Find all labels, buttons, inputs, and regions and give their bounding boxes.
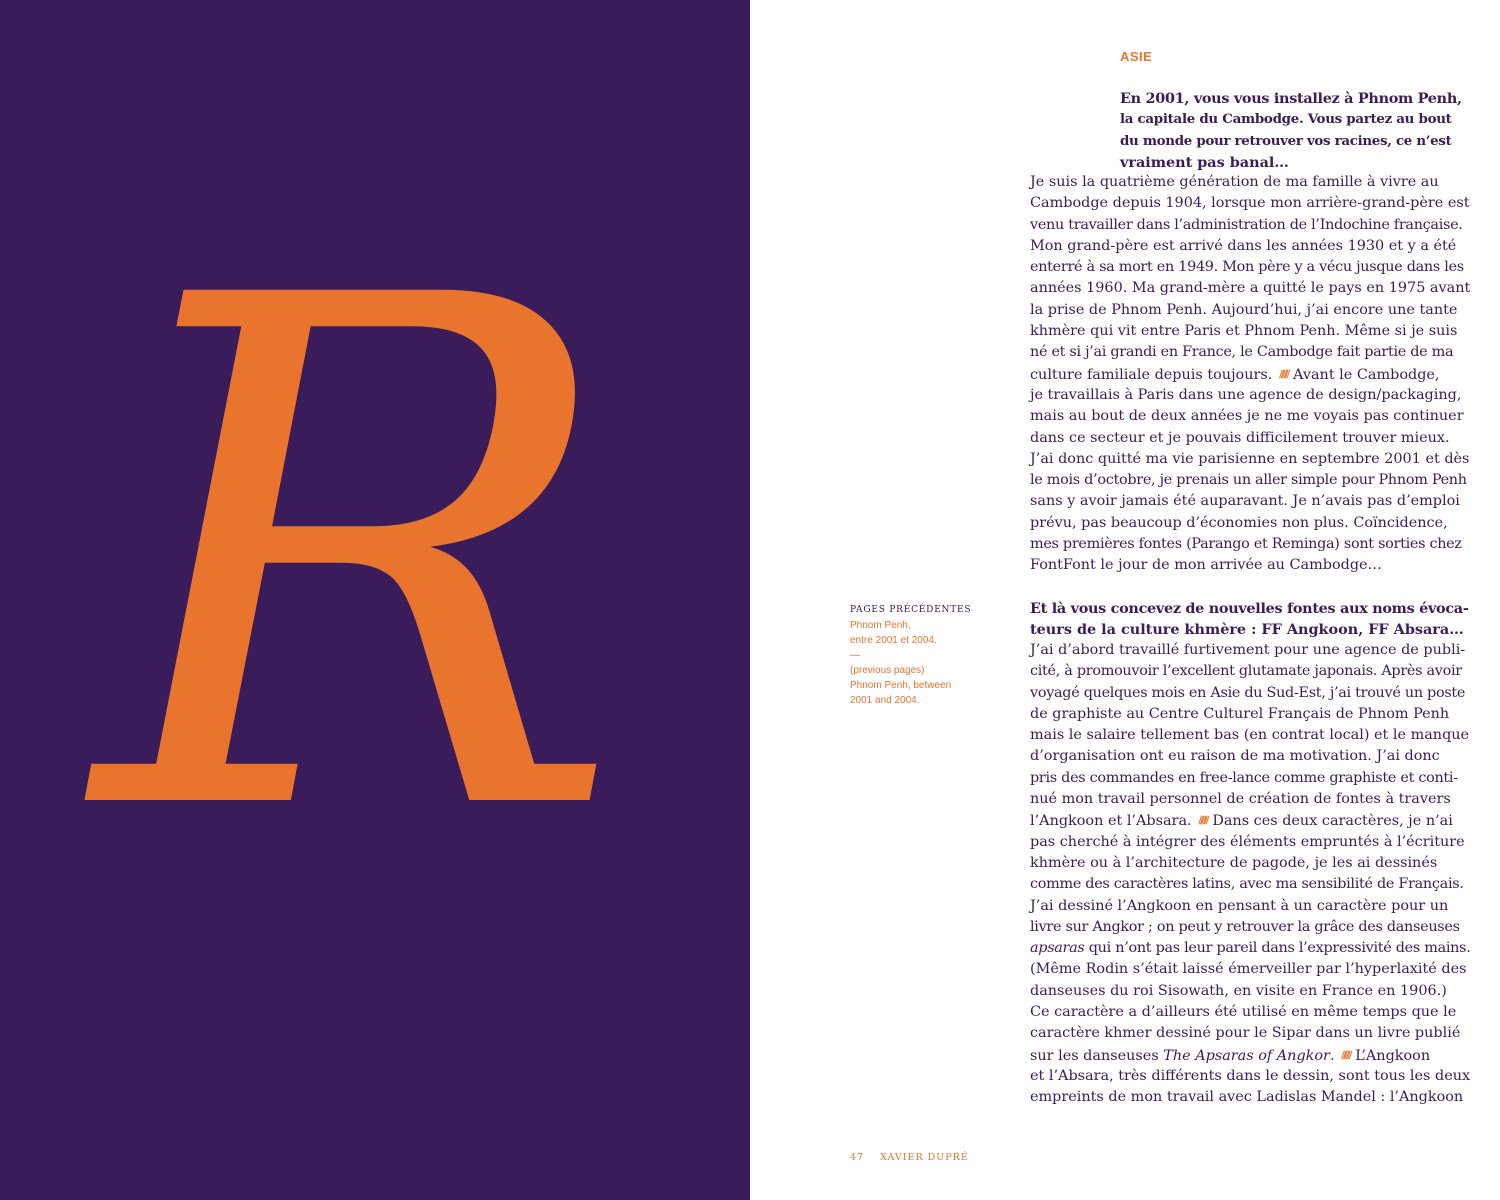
- image-caption: [850, 603, 1000, 708]
- body-text: .: [1329, 1047, 1335, 1064]
- section-label: ASIE: [1120, 49, 1153, 64]
- body-line: [1030, 555, 1470, 576]
- body-text: J’ai dessiné l’Angkoon en pensant à un caractère pour un: [1030, 897, 1449, 914]
- body-line: [1030, 981, 1470, 1002]
- section-separator-icon: ⫽⫽⫽: [1279, 367, 1289, 381]
- body-line: [1030, 1066, 1470, 1087]
- body-text: années 1960. Ma grand-mère a quitté le pays en 1975 avant: [1030, 280, 1471, 297]
- body-line: [1030, 640, 1470, 661]
- body-line: [1030, 725, 1470, 746]
- body-text: cité, à promouvoir l’excellent glutamate japonais. Après avoir: [1030, 663, 1462, 680]
- italic-text: The Apsaras of Angkor: [1163, 1047, 1330, 1064]
- body-line: [1030, 236, 1470, 257]
- body-line: [1030, 959, 1470, 980]
- body-line: [1030, 491, 1470, 512]
- body-text: sans y avoir jamais été auparavant. Je n’avais pas d’emploi: [1030, 493, 1460, 510]
- italic-text: apsaras: [1030, 940, 1085, 957]
- body-text: je travaillais à Paris dans une agence de design/packaging,: [1030, 386, 1462, 403]
- body-text: Mon grand-père est arrivé dans les années 1930 et y a été: [1030, 237, 1457, 254]
- body-line: [1030, 428, 1470, 449]
- body-text: FontFont le jour de mon arrivée au Cambodge…: [1030, 557, 1382, 574]
- body-text: empreints de mon travail avec Ladislas Mandel : l’Angkoon: [1030, 1089, 1464, 1106]
- body-line: [1030, 938, 1470, 959]
- body-text: mes premières fontes (Parango et Reminga) sont sorties chez: [1030, 536, 1462, 553]
- body-text: dans ce secteur et je pouvais difficilement trouver mieux.: [1030, 429, 1450, 446]
- body-text: (Même Rodin s’était laissé émerveiller par l’hyperlaxité des: [1030, 961, 1467, 978]
- body-text: prévu, pas beaucoup d’économies non plus. Coïncidence,: [1030, 514, 1448, 531]
- body-text: voyagé quelques mois en Asie du Sud-Est, j’ai trouvé un poste: [1030, 684, 1466, 701]
- body-line: [1030, 406, 1470, 427]
- body-text: comme des caractères latins, avec ma sensibilité de Français.: [1030, 876, 1464, 893]
- body-text: sur les danseuses: [1030, 1047, 1164, 1064]
- caption-line: (previous pages): [850, 665, 925, 676]
- question-line: du monde pour retrouver vos racines, ce n’est: [1120, 132, 1452, 149]
- interview-question-2: [1030, 598, 1470, 641]
- dropcap-letter: R: [95, 151, 623, 966]
- caption-line: Phnom Penh, between: [850, 680, 952, 691]
- body-text: khmère qui vit entre Paris et Phnom Penh. Même si je suis: [1030, 323, 1458, 340]
- body-line: [1030, 470, 1470, 491]
- caption-heading: PAGES PRÉCÉDENTES: [850, 605, 972, 615]
- body-line: [1030, 1087, 1470, 1108]
- caption-line: —: [850, 650, 860, 661]
- caption-line: Phnom Penh,: [850, 620, 911, 631]
- body-line: [1030, 257, 1470, 278]
- body-line: [1030, 193, 1470, 214]
- body-text: et l’Absara, très différents dans le dessin, sont tous les deux: [1030, 1067, 1471, 1084]
- body-line: [1030, 385, 1470, 406]
- body-text: enterré à sa mort en 1949. Mon père y a vécu jusque dans les: [1030, 259, 1464, 276]
- body-line: [1030, 215, 1470, 236]
- answer-paragraph-2: [1030, 640, 1470, 1109]
- body-text: L’Angkoon: [1355, 1047, 1431, 1064]
- question-line: teurs de la culture khmère : FF Angkoon, FF Absara…: [1030, 621, 1464, 639]
- body-line: [1030, 449, 1470, 470]
- body-text: caractère khmer dessiné pour le Sipar dans un livre publié: [1030, 1025, 1461, 1042]
- body-text: l’Angkoon et l’Absara.: [1030, 813, 1192, 830]
- body-text: qui n’ont pas leur pareil dans l’expressivité des mains.: [1084, 940, 1471, 957]
- body-line: [1030, 364, 1470, 385]
- body-line: [1030, 661, 1470, 682]
- body-text: venu travailler dans l’administration de l’Indochine française.: [1030, 216, 1463, 233]
- body-text: mais au bout de deux années je ne me voyais pas continuer: [1030, 408, 1464, 425]
- body-text: culture familiale depuis toujours.: [1030, 366, 1273, 383]
- body-line: [1030, 278, 1470, 299]
- body-line: [1030, 321, 1470, 342]
- body-text: la prise de Phnom Penh. Aujourd’hui, j’ai encore une tante: [1030, 301, 1458, 318]
- body-text: pas cherché à intégrer des éléments empruntés à l’écriture: [1030, 833, 1465, 850]
- interview-question-1: [1120, 88, 1465, 173]
- section-separator-icon: ⫽⫽⫽: [1198, 814, 1208, 828]
- body-text: d’organisation ont eu raison de ma motivation. J’ai donc: [1030, 748, 1440, 765]
- body-text: mais le salaire tellement bas (en contrat local) et le manque: [1030, 727, 1470, 744]
- body-line: [1030, 342, 1470, 363]
- body-line: [1030, 768, 1470, 789]
- body-line: [1030, 704, 1470, 725]
- body-line: [1030, 172, 1470, 193]
- body-text: né et si j’ai grandi en France, le Cambodge fait partie de ma: [1030, 344, 1454, 361]
- body-text: de graphiste au Centre Culturel Français de Phnom Penh: [1030, 705, 1450, 722]
- body-line: [1030, 1045, 1470, 1066]
- body-text: pris des commandes en free-lance comme graphiste et conti-: [1030, 769, 1458, 786]
- body-text: Avant le Cambodge,: [1293, 366, 1440, 383]
- footer-author: XAVIER DUPRÉ: [880, 1152, 969, 1163]
- body-line: [1030, 810, 1470, 831]
- body-line: [1030, 853, 1470, 874]
- body-line: [1030, 534, 1470, 555]
- body-line: [1030, 1023, 1470, 1044]
- body-line: [1030, 300, 1470, 321]
- body-text: khmère ou à l’architecture de pagode, je les ai dessinés: [1030, 854, 1438, 871]
- page-number: 47: [850, 1152, 865, 1163]
- body-line: [1030, 746, 1470, 767]
- question-line: En 2001, vous vous installez à Phnom Penh,: [1120, 90, 1462, 107]
- body-line: [1030, 917, 1470, 938]
- body-line: [1030, 513, 1470, 534]
- body-line: [1030, 789, 1470, 810]
- body-line: [1030, 1002, 1470, 1023]
- page-footer: [850, 1152, 969, 1163]
- question-line: la capitale du Cambodge. Vous partez au bout: [1120, 111, 1452, 128]
- section-separator-icon: ⫽⫽⫽: [1341, 1048, 1351, 1062]
- body-line: [1030, 832, 1470, 853]
- answer-paragraph-1: [1030, 172, 1470, 577]
- body-text: livre sur Angkor ; on peut y retrouver la grâce des danseuses: [1030, 918, 1460, 935]
- body-text: Dans ces deux caractères, je n’ai: [1212, 813, 1453, 830]
- body-text: Ce caractère a d’ailleurs été utilisé en même temps que le: [1030, 1004, 1457, 1021]
- body-text: J’ai d’abord travaillé furtivement pour une agence de publi-: [1030, 642, 1466, 658]
- body-text: danseuses du roi Sisowath, en visite en France en 1906.): [1030, 982, 1447, 999]
- body-line: [1030, 896, 1470, 917]
- caption-line: entre 2001 et 2004.: [850, 635, 937, 646]
- body-text: J’ai donc quitté ma vie parisienne en septembre 2001 et dès: [1030, 450, 1470, 467]
- body-text: Je suis la quatrième génération de ma famille à vivre au: [1030, 174, 1439, 190]
- body-line: [1030, 874, 1470, 895]
- caption-line: 2001 and 2004.: [850, 695, 920, 706]
- question-line: vraiment pas banal…: [1120, 153, 1289, 171]
- question-line: Et là vous concevez de nouvelles fontes aux noms évoca-: [1030, 600, 1469, 617]
- body-text: nué mon travail personnel de création de fontes à travers: [1030, 791, 1451, 808]
- body-text: le mois d’octobre, je prenais un aller simple pour Phnom Penh: [1030, 472, 1467, 489]
- body-text: Cambodge depuis 1904, lorsque mon arrière-grand-père est: [1030, 195, 1470, 212]
- body-line: [1030, 683, 1470, 704]
